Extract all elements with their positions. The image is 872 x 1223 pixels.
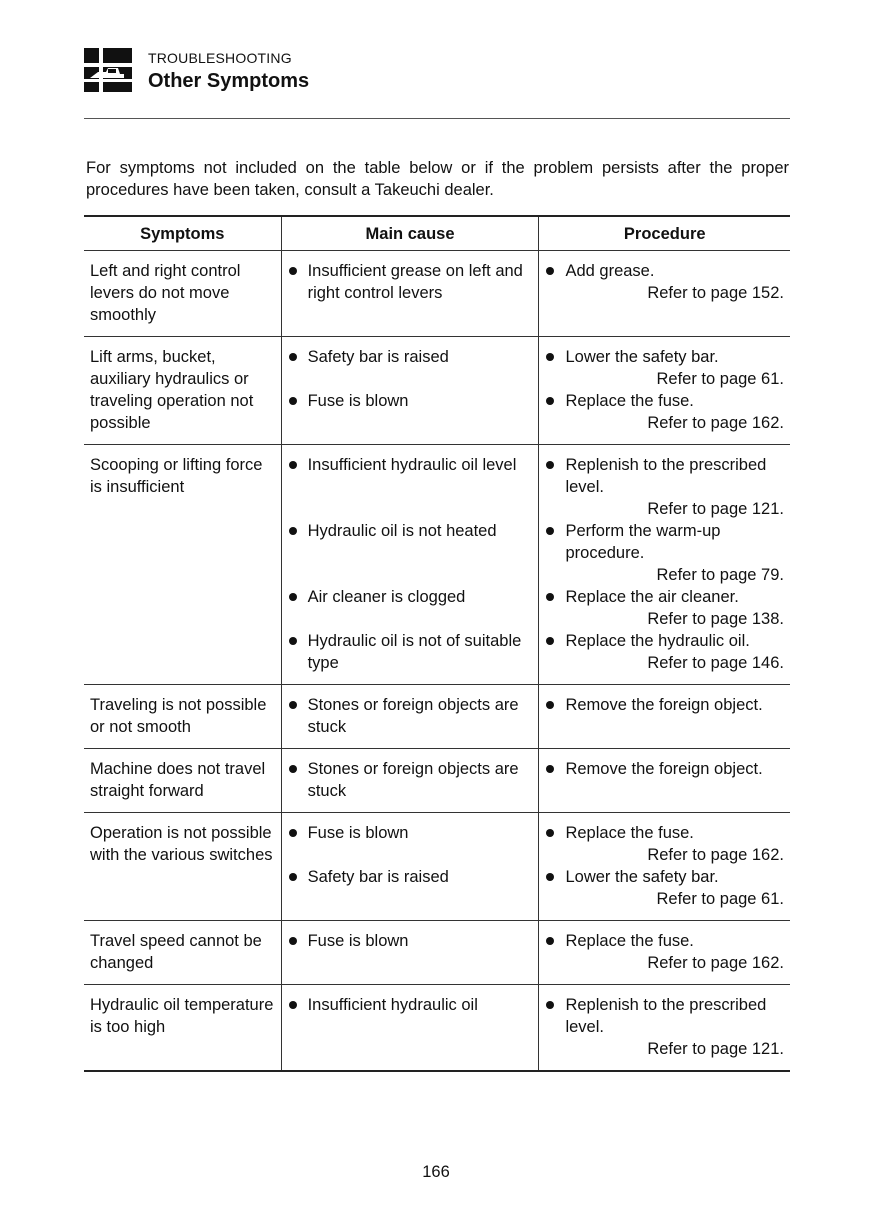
- table-row: [84, 921, 790, 985]
- bullet-icon: [289, 829, 297, 837]
- cause-cell: [281, 985, 539, 1072]
- bullet-icon: [546, 937, 554, 945]
- bullet-icon: [546, 461, 554, 469]
- procedure-item: Remove the foreign object.: [545, 694, 784, 716]
- symptom-cell: Operation is not possible with the various switches: [84, 813, 281, 921]
- procedure-item: Remove the foreign object.: [545, 758, 784, 780]
- table-row: [84, 813, 790, 921]
- cause-item: Stones or foreign objects are stuck: [288, 694, 533, 738]
- procedure-cell: [539, 251, 790, 337]
- bullet-icon: [289, 1001, 297, 1009]
- table-row: [84, 445, 790, 685]
- page-reference: Refer to page 162.: [647, 954, 784, 972]
- cause-cell: [281, 813, 539, 921]
- table-row: [84, 985, 790, 1072]
- symptom-cell: Hydraulic oil temperature is too high: [84, 985, 281, 1072]
- cause-cell: [281, 749, 539, 813]
- table-row: [84, 749, 790, 813]
- procedure-item: Replace the hydraulic oil. Refer to page 146.: [545, 630, 784, 674]
- cause-item: Safety bar is raised: [288, 346, 533, 368]
- page-header: [84, 46, 790, 96]
- page-reference: Refer to page 146.: [647, 654, 784, 672]
- cause-item: Fuse is blown: [288, 930, 533, 952]
- cause-cell: [281, 337, 539, 445]
- procedure-item: Replace the fuse. Refer to page 162.: [545, 390, 784, 434]
- table-row: [84, 685, 790, 749]
- cause-item: Insufficient hydraulic oil: [288, 994, 533, 1016]
- page-reference: Refer to page 138.: [647, 610, 784, 628]
- bullet-icon: [289, 637, 297, 645]
- bullet-icon: [546, 637, 554, 645]
- bullet-icon: [289, 267, 297, 275]
- procedure-cell: [539, 921, 790, 985]
- symptom-cell: Traveling is not possible or not smooth: [84, 685, 281, 749]
- procedure-item: Replenish to the prescribed level. Refer to page 121.: [545, 454, 784, 520]
- procedure-cell: [539, 445, 790, 685]
- bullet-icon: [546, 397, 554, 405]
- procedure-item: Replace the fuse. Refer to page 162.: [545, 930, 784, 974]
- procedure-item: Perform the warm-up procedure. Refer to page 79.: [545, 520, 784, 586]
- procedure-item: Replace the fuse. Refer to page 162.: [545, 822, 784, 866]
- page-reference: Refer to page 121.: [647, 500, 784, 518]
- procedure-cell: [539, 749, 790, 813]
- bullet-icon: [289, 527, 297, 535]
- procedure-item: Lower the safety bar. Refer to page 61.: [545, 866, 784, 910]
- cause-item: Insufficient hydraulic oil level: [288, 454, 533, 476]
- page-reference: Refer to page 61.: [656, 370, 784, 388]
- page-reference: Refer to page 121.: [647, 1040, 784, 1058]
- bullet-icon: [289, 461, 297, 469]
- page-reference: Refer to page 61.: [656, 890, 784, 908]
- cause-item: Fuse is blown: [288, 822, 533, 844]
- symptom-cell: Travel speed cannot be changed: [84, 921, 281, 985]
- procedure-cell: [539, 685, 790, 749]
- procedure-cell: [539, 813, 790, 921]
- bullet-icon: [289, 873, 297, 881]
- procedure-item: Lower the safety bar. Refer to page 61.: [545, 346, 784, 390]
- table-header-row: [84, 216, 790, 251]
- bullet-icon: [546, 873, 554, 881]
- procedure-item: Add grease. Refer to page 152.: [545, 260, 784, 304]
- procedure-item: Replenish to the prescribed level. Refer to page 121.: [545, 994, 784, 1060]
- page-reference: Refer to page 162.: [647, 846, 784, 864]
- bullet-icon: [289, 937, 297, 945]
- page-number: 166: [422, 1163, 450, 1181]
- cause-item: Air cleaner is clogged: [288, 586, 533, 608]
- bullet-icon: [546, 527, 554, 535]
- symptom-cell: Lift arms, bucket, auxiliary hydraulics or traveling operation not possible: [84, 337, 281, 445]
- cause-item: Stones or foreign objects are stuck: [288, 758, 533, 802]
- section-label: TROUBLESHOOTING: [148, 50, 292, 66]
- procedure-cell: [539, 985, 790, 1072]
- symptom-cell: Left and right control levers do not move smoothly: [84, 251, 281, 337]
- table-row: [84, 337, 790, 445]
- intro-paragraph: For symptoms not included on the table below or if the problem persists after the proper procedures have been taken, consult a Takeuchi dealer.: [86, 159, 789, 199]
- page-reference: Refer to page 162.: [647, 414, 784, 432]
- symptoms-table: [84, 215, 790, 1072]
- page-reference: Refer to page 79.: [656, 566, 784, 584]
- symptom-cell: Scooping or lifting force is insufficient: [84, 445, 281, 685]
- bullet-icon: [546, 593, 554, 601]
- page-title: Other Symptoms: [148, 70, 310, 92]
- page-reference: Refer to page 152.: [647, 284, 784, 302]
- bullet-icon: [546, 1001, 554, 1009]
- cause-item: Fuse is blown: [288, 390, 533, 412]
- cause-item: Hydraulic oil is not of suitable type: [288, 630, 533, 674]
- procedure-item: Replace the air cleaner. Refer to page 138.: [545, 586, 784, 630]
- cause-cell: [281, 921, 539, 985]
- cause-cell: [281, 445, 539, 685]
- troubleshooting-machine-icon: [84, 48, 132, 92]
- bullet-icon: [289, 397, 297, 405]
- bullet-icon: [546, 353, 554, 361]
- header-divider: [84, 118, 790, 119]
- bullet-icon: [289, 593, 297, 601]
- bullet-icon: [546, 829, 554, 837]
- cause-cell: [281, 251, 539, 337]
- cause-item: Insufficient grease on left and right control levers: [288, 260, 533, 304]
- column-header-procedure: Procedure: [539, 216, 790, 251]
- bullet-icon: [546, 267, 554, 275]
- bullet-icon: [546, 765, 554, 773]
- cause-item: Hydraulic oil is not heated: [288, 520, 533, 542]
- bullet-icon: [289, 701, 297, 709]
- column-header-symptoms: Symptoms: [84, 216, 281, 251]
- cause-cell: [281, 685, 539, 749]
- procedure-cell: [539, 337, 790, 445]
- bullet-icon: [289, 353, 297, 361]
- table-row: [84, 251, 790, 337]
- symptom-cell: Machine does not travel straight forward: [84, 749, 281, 813]
- cause-item: Safety bar is raised: [288, 866, 533, 888]
- column-header-main-cause: Main cause: [281, 216, 539, 251]
- bullet-icon: [546, 701, 554, 709]
- bullet-icon: [289, 765, 297, 773]
